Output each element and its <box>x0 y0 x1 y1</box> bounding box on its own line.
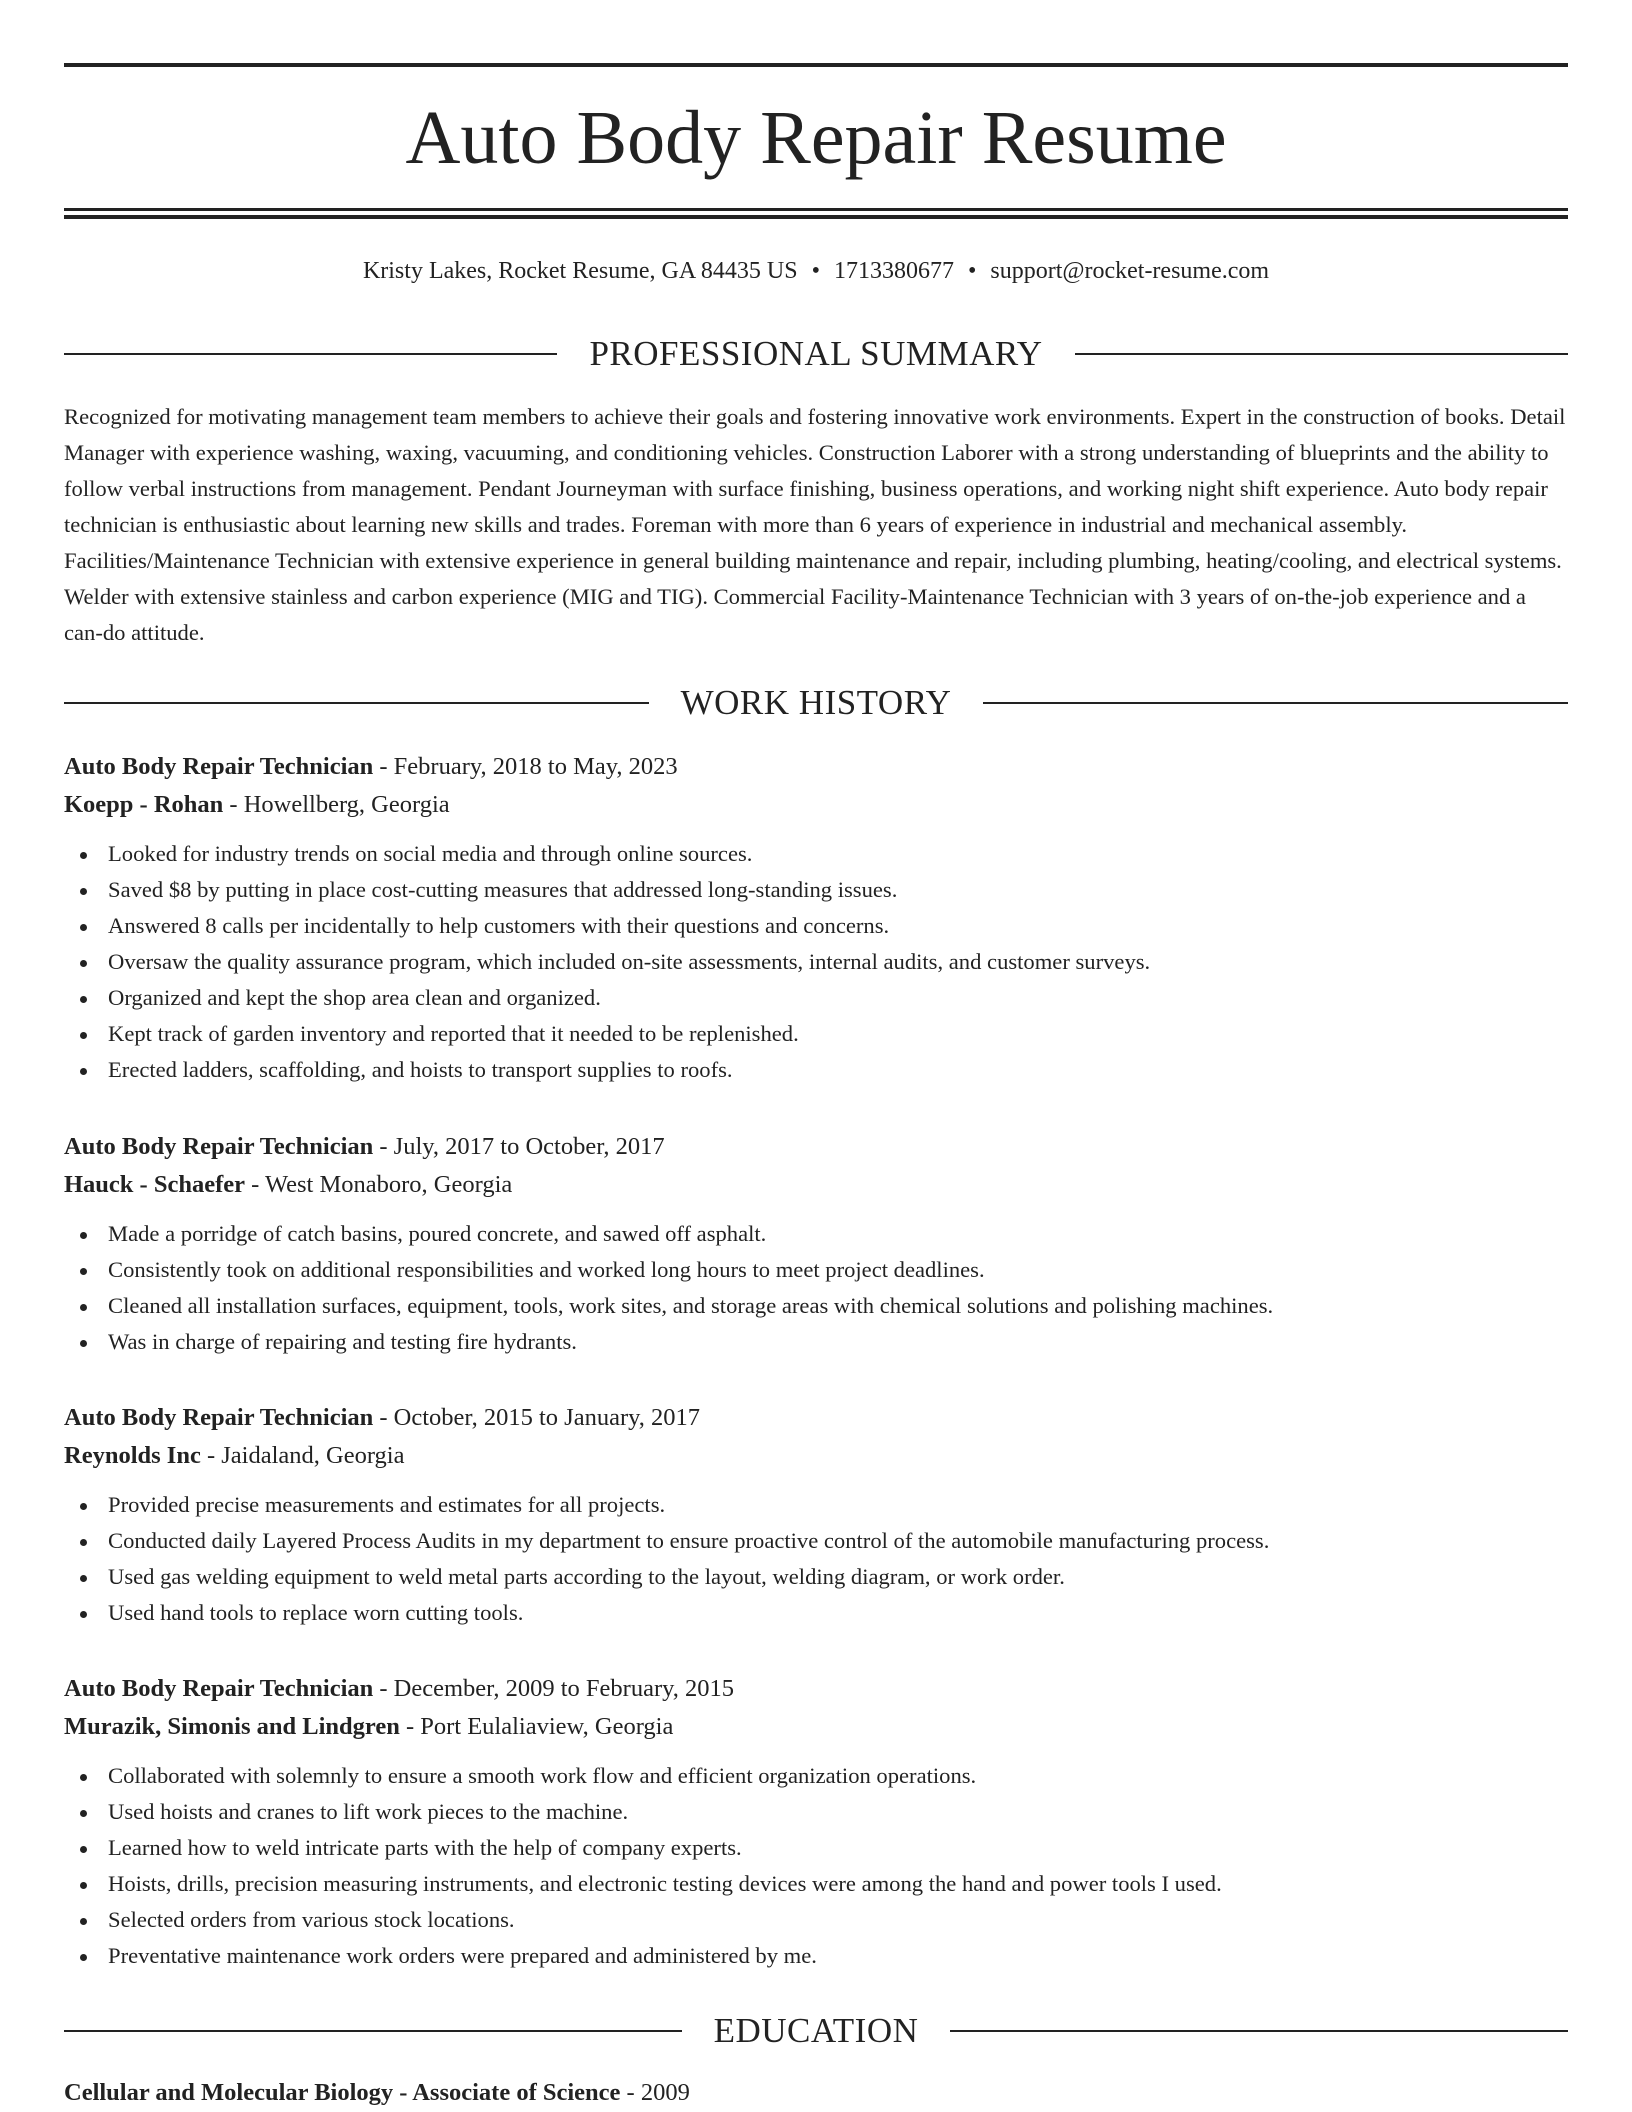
duty-item: Erected ladders, scaffolding, and hoists to transport supplies to roofs. <box>64 1052 1568 1088</box>
duty-item: Selected orders from various stock locations. <box>64 1902 1568 1938</box>
job-duties <box>64 1487 1568 1631</box>
heading-rule-left <box>64 702 649 704</box>
job-duties <box>64 1758 1568 1974</box>
job-title: Auto Body Repair Technician <box>64 753 374 780</box>
heading-rule-left <box>64 2030 682 2032</box>
job-dates: - December, 2009 to February, 2015 <box>373 1675 735 1702</box>
contact-line <box>64 253 1568 289</box>
duty-item: Used hand tools to replace worn cutting tools. <box>64 1595 1568 1631</box>
duty-item: Oversaw the quality assurance program, which included on-site assessments, internal audits, and customer surveys. <box>64 944 1568 980</box>
duty-item: Hoists, drills, precision measuring instruments, and electronic testing devices were among the hand and power tools I used. <box>64 1866 1568 1902</box>
job-location: - Port Eulaliaview, Georgia <box>399 1713 674 1740</box>
heading-rule-right <box>983 702 1568 704</box>
section-title: WORK HISTORY <box>680 683 952 722</box>
contact-separator: • <box>811 258 820 284</box>
section-heading-summary <box>64 332 1568 376</box>
job-title-line <box>64 1399 1568 1437</box>
job-location: - Howellberg, Georgia <box>223 791 450 818</box>
job-dates: - July, 2017 to October, 2017 <box>373 1133 665 1160</box>
duty-item: Answered 8 calls per incidentally to help customers with their questions and concerns. <box>64 908 1568 944</box>
duty-item: Used hoists and cranes to lift work pieces to the machine. <box>64 1794 1568 1830</box>
job-title: Auto Body Repair Technician <box>64 1404 374 1431</box>
education-line <box>64 2074 1568 2112</box>
duty-item: Consistently took on additional responsibilities and worked long hours to meet project deadlines. <box>64 1252 1568 1288</box>
duty-item: Preventative maintenance work orders were prepared and administered by me. <box>64 1938 1568 1974</box>
contact-separator: • <box>967 258 977 284</box>
duty-item: Conducted daily Layered Process Audits in my department to ensure proactive control of the automobile manufacturing process. <box>64 1523 1568 1559</box>
education-entry <box>64 2074 1568 2112</box>
job-company-line <box>64 1166 1568 1204</box>
job-entry <box>64 748 1568 1088</box>
job-location: - West Monaboro, Georgia <box>245 1171 513 1198</box>
duty-item: Saved $8 by putting in place cost-cutting measures that addressed long-standing issues. <box>64 872 1568 908</box>
duty-item: Collaborated with solemnly to ensure a smooth work flow and efficient organization operations. <box>64 1758 1568 1794</box>
duty-item: Organized and kept the shop area clean and organized. <box>64 980 1568 1016</box>
duty-item: Made a porridge of catch basins, poured concrete, and sawed off asphalt. <box>64 1216 1568 1252</box>
job-title-line <box>64 748 1568 786</box>
job-company: Hauck - Schaefer <box>64 1171 245 1198</box>
job-title: Auto Body Repair Technician <box>64 1675 374 1702</box>
section-title: EDUCATION <box>713 2011 919 2050</box>
duty-item: Was in charge of repairing and testing fire hydrants. <box>64 1324 1568 1360</box>
job-entry <box>64 1128 1568 1360</box>
job-company-line <box>64 1437 1568 1475</box>
job-title-line <box>64 1128 1568 1166</box>
contact-phone: 1713380677 <box>833 258 954 284</box>
resume-page <box>64 0 1568 2112</box>
duty-item: Provided precise measurements and estimates for all projects. <box>64 1487 1568 1523</box>
heading-rule-right <box>950 2030 1568 2032</box>
job-company: Reynolds Inc <box>64 1442 201 1469</box>
duty-item: Looked for industry trends on social media and through online sources. <box>64 836 1568 872</box>
header-bottom-rule-2 <box>64 215 1568 219</box>
job-title-line <box>64 1670 1568 1708</box>
contact-address: Kristy Lakes, Rocket Resume, GA 84435 US <box>362 258 798 284</box>
resume-title: Auto Body Repair Resume <box>405 96 1227 180</box>
section-heading-work-history <box>64 681 1568 725</box>
job-title: Auto Body Repair Technician <box>64 1133 374 1160</box>
duty-item: Cleaned all installation surfaces, equipment, tools, work sites, and storage areas with chemical solutions and polishing machines. <box>64 1288 1568 1324</box>
duty-item: Kept track of garden inventory and reported that it needed to be replenished. <box>64 1016 1568 1052</box>
job-entry <box>64 1399 1568 1631</box>
summary-text: Recognized for motivating management team members to achieve their goals and fostering innovative work environments. Expert in the construction of books. Detail Manager with experience washing, waxing, vacuuming, and conditioning vehicles. Construction Laborer with a strong understanding of blueprints and the ability to follow verbal instructions from management. Pendant Journeyman with surface finishing, business operations, and working night shift experience. Auto body repair technician is enthusiastic about learning new skills and trades. Foreman with more than 6 years of experience in industrial and mechanical assembly. Facilities/Maintenance Technician with extensive experience in general building maintenance and repair, including plumbing, heating/cooling, and electrical systems. Welder with extensive stainless and carbon experience (MIG and TIG). Commercial Facility-Maintenance Technician with 3 years of on-the-job experience and a can-do attitude. <box>64 404 1566 645</box>
section-title: PROFESSIONAL SUMMARY <box>589 334 1043 373</box>
job-location: - Jaidaland, Georgia <box>200 1442 405 1469</box>
job-company: Koepp - Rohan <box>64 791 224 818</box>
job-dates: - February, 2018 to May, 2023 <box>373 753 678 780</box>
job-entry <box>64 1670 1568 1974</box>
education-degree: Cellular and Molecular Biology - Associate of Science <box>64 2079 621 2106</box>
heading-rule-right <box>1075 353 1568 355</box>
job-company: Murazik, Simonis and Lindgren <box>64 1713 400 1740</box>
job-duties <box>64 1216 1568 1360</box>
job-company-line <box>64 1708 1568 1746</box>
section-heading-education <box>64 2009 1568 2053</box>
job-duties <box>64 836 1568 1088</box>
heading-rule-left <box>64 353 557 355</box>
duty-item: Used gas welding equipment to weld metal parts according to the layout, welding diagram, or work order. <box>64 1559 1568 1595</box>
education-year: - 2009 <box>620 2079 690 2106</box>
header-bottom-rule <box>64 208 1568 211</box>
header-top-rule <box>64 63 1568 67</box>
job-dates: - October, 2015 to January, 2017 <box>373 1404 701 1431</box>
duty-item: Learned how to weld intricate parts with the help of company experts. <box>64 1830 1568 1866</box>
job-company-line <box>64 786 1568 824</box>
contact-email: support@rocket-resume.com <box>990 258 1270 284</box>
